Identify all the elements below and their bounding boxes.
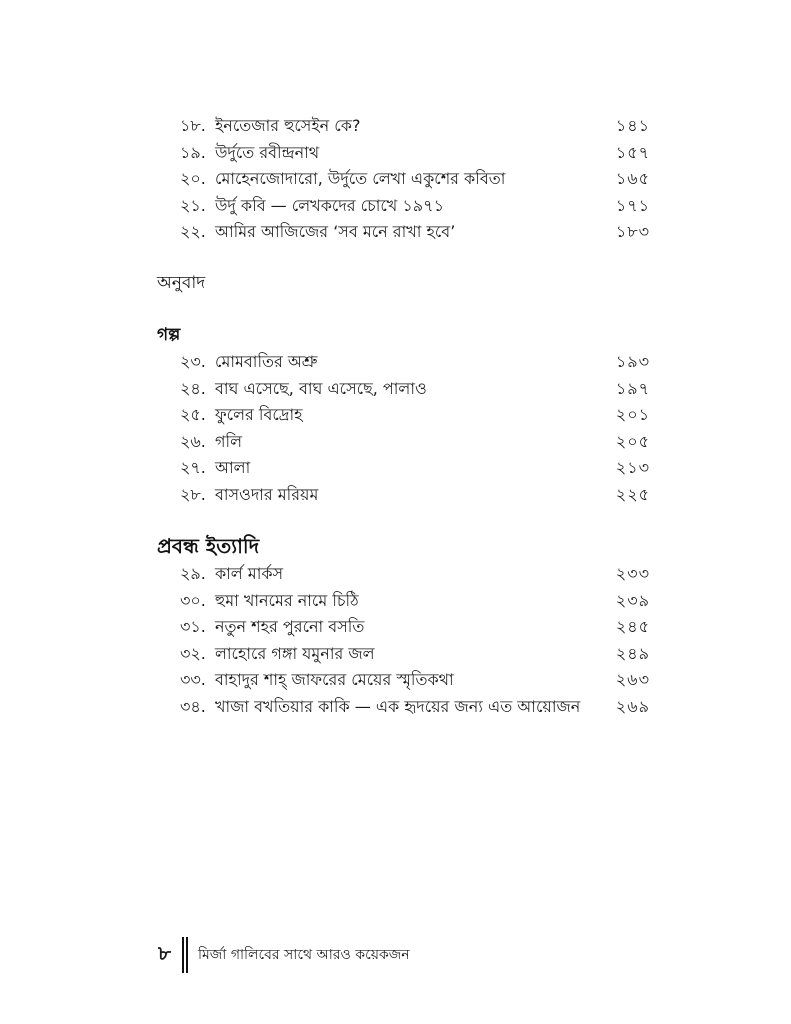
entry-number: ২২. xyxy=(180,222,206,241)
folio-page-number: ৮ xyxy=(158,940,171,965)
entry-page: ১৪১ xyxy=(615,116,650,135)
entry-number: ৩২. xyxy=(180,643,206,663)
subsection-heading-stories: গল্প xyxy=(157,325,181,345)
entry-title: ফুলের বিদ্রোহ xyxy=(214,405,303,424)
entry-number: ২৩. xyxy=(180,352,206,371)
entry-page: ১৭১ xyxy=(615,195,650,215)
entry-number: ২৯. xyxy=(180,564,206,583)
entry-title: বাঘ এসেছে, বাঘ এসেছে, পালাও xyxy=(214,378,427,398)
entry-title: নতুন শহর পুরনো বসতি xyxy=(214,617,365,636)
entry-title: কার্ল মার্কস xyxy=(214,564,284,583)
entry-number: ২৫. xyxy=(180,405,206,424)
entry-page: ১৮৩ xyxy=(615,222,650,241)
entry-title: আলা xyxy=(215,458,251,477)
entry-title: খাজা বখতিয়ার কাকি — এক হৃদয়ের জন্য এত আয়োজন xyxy=(214,696,581,716)
entry-number: ২০. xyxy=(180,169,206,188)
entry-title: মোহেনজোদারো, উর্দুতে লেখা একুশের কবিতা xyxy=(215,169,506,188)
entry-page: ২০৫ xyxy=(615,431,650,451)
entry-page: ২৩৩ xyxy=(615,564,650,583)
subsection-heading-essays: প্রবন্ধ ইত্যাদি xyxy=(157,534,260,558)
toc-entry xyxy=(180,694,650,720)
entry-page: ২৪৯ xyxy=(615,643,650,663)
toc-entry xyxy=(180,376,650,402)
entry-number: ৩১. xyxy=(180,617,206,636)
entry-page: ১৫৭ xyxy=(615,142,650,162)
toc-entry xyxy=(180,641,650,667)
entry-title: উর্দু কবি — লেখকদের চোখে ১৯৭১ xyxy=(214,195,444,215)
entry-title: লাহোরে গঙ্গা যমুনার জল xyxy=(215,643,375,663)
toc-entry xyxy=(180,429,650,455)
entry-title: হুমা খানমের নামে চিঠি xyxy=(215,590,359,610)
double-bar-divider xyxy=(182,937,188,973)
toc-entry xyxy=(180,667,650,693)
toc-entry xyxy=(180,455,650,481)
toc-entry xyxy=(180,349,650,375)
entry-title: বাহাদুর শাহ্‌ জাফরের মেয়ের স্মৃতিকথা xyxy=(215,670,454,689)
entry-number: ২৭. xyxy=(180,458,206,477)
entry-title: বাসওদার মরিয়ম xyxy=(214,484,319,504)
entry-page: ২২৫ xyxy=(615,484,650,504)
entry-title: আমির আজিজের ‘সব মনে রাখা হবে’ xyxy=(215,222,456,241)
toc-entry xyxy=(180,140,650,166)
entry-title: মোমবাতির অশ্রু xyxy=(215,352,318,371)
entry-page: ২৬৯ xyxy=(615,696,650,716)
entry-page: ১৬৫ xyxy=(615,169,650,188)
entry-number: ২১. xyxy=(180,195,206,215)
running-book-title: মির্জা গালিবের সাথে আরও কয়েকজন xyxy=(198,947,410,963)
entry-page: ২৩৯ xyxy=(615,590,650,610)
toc-entry xyxy=(180,113,650,139)
entry-page: ১৯৭ xyxy=(615,378,650,398)
entry-number: ২৪. xyxy=(180,378,206,398)
entry-page: ২০১ xyxy=(615,405,650,424)
section-heading-translation: অনুবাদ xyxy=(157,273,206,293)
entry-number: ২৮. xyxy=(180,484,206,504)
toc-entry xyxy=(180,219,650,245)
entry-number: ১৮. xyxy=(180,116,206,135)
entry-title: গলি xyxy=(215,431,242,451)
page-footer xyxy=(158,936,410,974)
entry-number: ২৬. xyxy=(180,431,206,451)
toc-entry xyxy=(180,561,650,587)
toc-entry xyxy=(180,482,650,508)
toc-entry xyxy=(180,402,650,428)
entry-number: ১৯. xyxy=(180,142,206,162)
entry-page: ২৬৩ xyxy=(615,670,650,689)
entry-number: ৩০. xyxy=(180,590,206,610)
toc-entry xyxy=(180,193,650,219)
entry-number: ৩৩. xyxy=(180,670,206,689)
toc-entry xyxy=(180,166,650,192)
entry-page: ১৯৩ xyxy=(615,352,650,371)
entry-title: উর্দুতে রবীন্দ্রনাথ xyxy=(214,142,320,162)
toc-entry xyxy=(180,614,650,640)
entry-number: ৩৪. xyxy=(180,696,206,716)
entry-title: ইনতেজার হুসেইন কে? xyxy=(214,116,361,135)
entry-page: ২৪৫ xyxy=(615,617,650,636)
toc-entry xyxy=(180,588,650,614)
entry-page: ২১৩ xyxy=(615,458,650,477)
